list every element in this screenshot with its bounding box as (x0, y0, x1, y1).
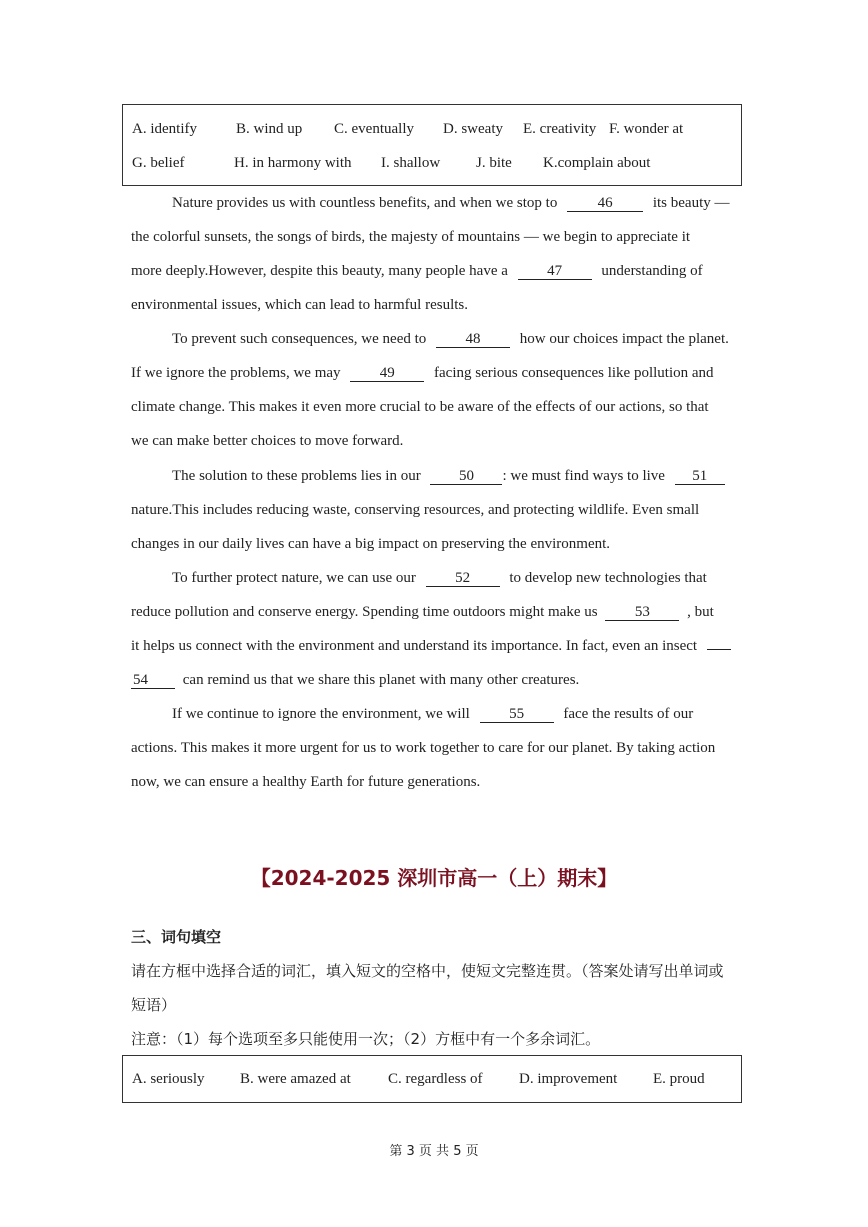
word-bank-box-2 (122, 1055, 742, 1103)
word-option: D. improvement (519, 1071, 618, 1087)
section-title: 三、词句填空 (131, 928, 222, 946)
text: its beauty — (652, 195, 730, 211)
word-option: G. belief (132, 155, 185, 171)
passage-line (131, 263, 703, 280)
text: to develop new technologies that (509, 570, 707, 586)
passage-line (172, 331, 729, 348)
text: it helps us connect with the environment and understand its importance. In fact, even an insect (131, 638, 698, 654)
passage-line: now, we can ensure a healthy Earth for future generations. (131, 774, 481, 790)
passage-line: changes in our daily lives can have a big impact on preserving the environment. (131, 536, 611, 552)
blank-46: 46 (567, 196, 643, 212)
passage-line (131, 672, 579, 689)
text: facing serious consequences like pollution and (434, 365, 714, 381)
text: Nature provides us with countless benefits, and when we stop to (172, 195, 558, 211)
word-option: D. sweaty (443, 121, 503, 137)
passage-line (131, 365, 714, 382)
blank-53: 53 (605, 605, 679, 621)
word-option: B. were amazed at (240, 1071, 351, 1087)
text: To further protect nature, we can use our (172, 570, 416, 586)
passage-line: the colorful sunsets, the songs of birds, the majesty of mountains — we begin to appreciate it (131, 229, 691, 245)
passage-line: actions. This makes it more urgent for us to work together to care for our planet. By taking action (131, 740, 716, 756)
passage-line (172, 195, 730, 212)
text: If we continue to ignore the environment, we will (172, 706, 470, 722)
blank-51: 51 (675, 469, 725, 485)
word-option: E. creativity (523, 121, 597, 137)
text: , but (687, 604, 714, 620)
passage-line (172, 570, 707, 587)
blank-48: 48 (436, 332, 510, 348)
text: can remind us that we share this planet with many other creatures. (182, 672, 580, 688)
text: face the results of our (563, 706, 694, 722)
text: understanding of (601, 263, 703, 279)
passage-line (131, 604, 714, 621)
instruction-line: 请在方框中选择合适的词汇，填入短文的空格中，使短文完整连贯。（答案处请写出单词或 (131, 962, 724, 980)
blank-49: 49 (350, 366, 424, 382)
text: The solution to these problems lies in our (172, 468, 421, 484)
word-option: J. bite (476, 155, 512, 171)
passage-line: we can make better choices to move forward. (131, 433, 404, 449)
text: more deeply.However, despite this beauty, many people have a (131, 263, 508, 279)
instruction-line: 短语） (131, 996, 177, 1014)
blank-50: 50 (430, 469, 502, 485)
word-option: A. identify (132, 121, 197, 137)
word-option: A. seriously (132, 1071, 205, 1087)
blank-52: 52 (426, 571, 500, 587)
passage-line: climate change. This makes it even more crucial to be aware of the effects of our actions, so that (131, 399, 709, 415)
word-option: H. in harmony with (234, 155, 352, 171)
text: : we must find ways to live (502, 468, 665, 484)
passage-line (172, 706, 693, 723)
blank-54: 54 (131, 673, 175, 689)
text: reduce pollution and conserve energy. Spending time outdoors might make us (131, 604, 598, 620)
word-option: C. regardless of (388, 1071, 483, 1087)
word-option: B. wind up (236, 121, 303, 137)
word-option: I. shallow (381, 155, 441, 171)
blank-55: 55 (480, 707, 554, 723)
note-line: 注意：（1）每个选项至多只能使用一次；（2）方框中有一个多余词汇。 (131, 1030, 601, 1048)
word-option: K.complain about (543, 155, 651, 171)
blank-47: 47 (518, 264, 592, 280)
word-option: C. eventually (334, 121, 414, 137)
word-bank-box (122, 104, 742, 186)
exam-heading: 【2024-2025 深圳市高一（上）期末】 (250, 866, 618, 890)
passage-line (172, 468, 725, 485)
text: how our choices impact the planet. (519, 331, 729, 347)
word-option: E. proud (653, 1071, 705, 1087)
text: If we ignore the problems, we may (131, 365, 341, 381)
page-footer: 第 3 页 共 5 页 (389, 1144, 479, 1159)
passage-line: nature.This includes reducing waste, conserving resources, and protecting wildlife. Even small (131, 502, 700, 518)
text: To prevent such consequences, we need to (172, 331, 427, 347)
word-option: F. wonder at (609, 121, 684, 137)
passage-line (131, 638, 731, 655)
passage-line: environmental issues, which can lead to harmful results. (131, 297, 468, 313)
blank-54-start (707, 649, 731, 650)
